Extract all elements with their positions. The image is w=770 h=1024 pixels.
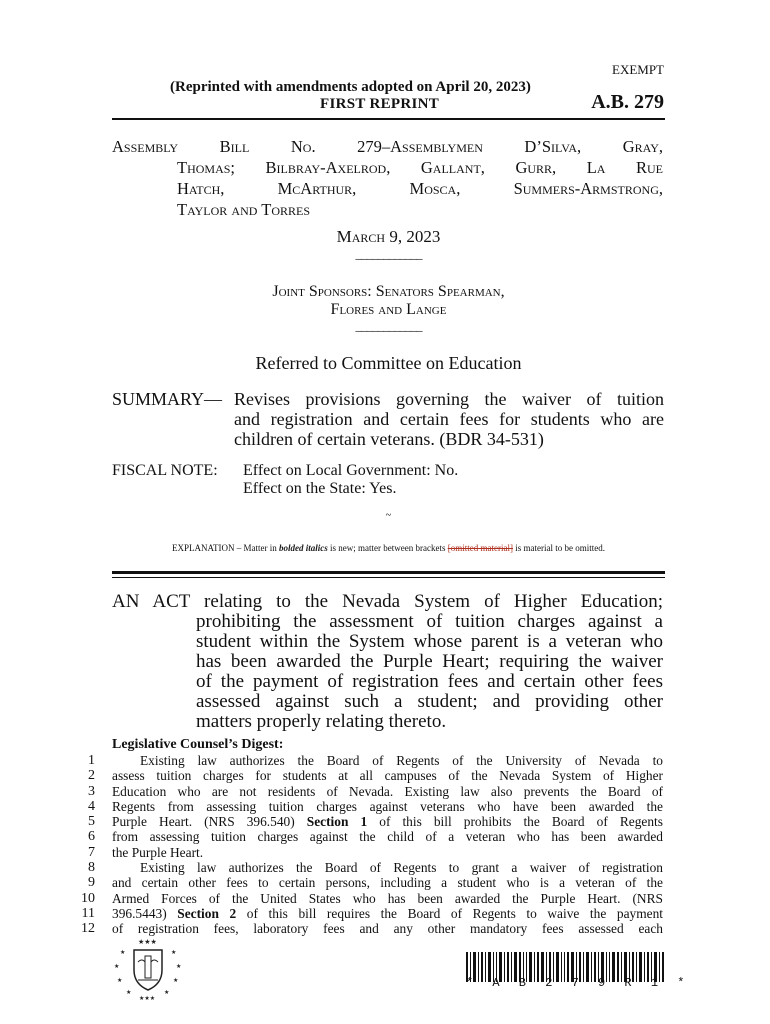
summary-label: SUMMARY— bbox=[112, 389, 223, 409]
committee-referral: Referred to Committee on Education bbox=[255, 353, 522, 373]
act-title bbox=[112, 592, 663, 732]
exempt-label: EXEMPT bbox=[612, 62, 664, 77]
line-number: 7 bbox=[88, 844, 95, 860]
digest-line: assess tuition charges for students at all campuses of the Nevada System of Higher bbox=[112, 768, 663, 784]
digest-body bbox=[112, 753, 663, 937]
digest-text: of this bill requires the Board of Regents to waive the payment bbox=[236, 905, 663, 921]
explanation-bold-italic: bolded italics bbox=[279, 543, 328, 553]
digest-text: of this bill prohibits the Board of Regents bbox=[367, 814, 663, 830]
act-line-6: assessed against such a student; and providing other bbox=[196, 691, 663, 712]
separator-1: ____________ bbox=[355, 246, 422, 261]
svg-text:★: ★ bbox=[114, 963, 120, 970]
digest-text: 396.5443) bbox=[112, 905, 178, 921]
line-number: 12 bbox=[81, 921, 95, 937]
digest-line: Existing law authorizes the Board of Regents to grant a waiver of registration bbox=[140, 860, 663, 876]
separator-2: ____________ bbox=[355, 318, 422, 333]
nevada-seal-icon bbox=[112, 936, 184, 1000]
reprint-note: (Reprinted with amendments adopted on April 20, 2023) bbox=[170, 79, 531, 95]
sponsors-line-3: Hatch, McArthur, Mosca, Summers-Armstrong, bbox=[177, 179, 663, 198]
fiscal-note-label: FISCAL NOTE: bbox=[112, 462, 218, 479]
summary-line-2: and registration and certain fees for students who are bbox=[234, 409, 664, 429]
barcode-text: * A B 2 7 9 R 1 * bbox=[466, 976, 691, 990]
explanation-note bbox=[112, 543, 665, 553]
svg-text:★★★: ★★★ bbox=[138, 938, 157, 946]
digest-line: Education who are not residents of Nevada. Existing law also prevents the Board of bbox=[112, 783, 663, 799]
line-number: 1 bbox=[88, 753, 95, 768]
line-number: 10 bbox=[81, 890, 95, 906]
act-line-3: student within the System whose parent is a veteran who bbox=[196, 631, 663, 652]
summary-text bbox=[234, 389, 664, 449]
joint-sponsors-line-2: Flores and Lange bbox=[330, 301, 447, 318]
line-number: 3 bbox=[88, 783, 95, 799]
digest-line bbox=[112, 906, 663, 921]
digest-line: Existing law authorizes the Board of Regents of the University of Nevada to bbox=[140, 753, 663, 768]
sponsors-line-4: Taylor and Torres bbox=[177, 200, 311, 219]
digest-text: Purple Heart. (NRS 396.540) bbox=[112, 814, 307, 830]
summary-line-3: children of certain veterans. (BDR 34-531) bbox=[234, 429, 544, 449]
explanation-middle: is new; matter between brackets bbox=[327, 543, 448, 553]
digest-line: of registration fees, laboratory fees and any other mandatory fees assessed each bbox=[112, 921, 663, 937]
summary-section bbox=[112, 389, 664, 449]
svg-text:★: ★ bbox=[171, 949, 177, 956]
svg-text:★: ★ bbox=[173, 977, 179, 984]
bill-number: A.B. 279 bbox=[591, 91, 664, 113]
svg-text:★: ★ bbox=[117, 977, 123, 984]
explanation-suffix: is material to be omitted. bbox=[512, 543, 605, 553]
explanation-prefix: EXPLANATION – Matter in bbox=[172, 543, 280, 553]
line-number: 5 bbox=[88, 814, 95, 830]
fiscal-state: Effect on the State: Yes. bbox=[243, 480, 397, 497]
digest-line: from assessing tuition charges against the child of a veteran who has been awarded bbox=[112, 829, 663, 845]
svg-text:★★★: ★★★ bbox=[139, 995, 156, 1000]
joint-sponsors-line-1: Joint Sponsors: Senators Spearman, bbox=[272, 283, 505, 300]
fiscal-note bbox=[112, 462, 458, 498]
line-number: 9 bbox=[88, 875, 95, 891]
section-divider-thin bbox=[112, 577, 665, 578]
explanation-omitted: [omitted material] bbox=[447, 543, 513, 553]
section-ref-1: Section 1 bbox=[306, 814, 368, 830]
tilde-mark: ~ bbox=[385, 510, 392, 521]
bill-date: March 9, 2023 bbox=[336, 227, 441, 246]
line-number: 4 bbox=[88, 798, 95, 814]
line-numbers bbox=[75, 753, 95, 937]
summary-line-1: Revises provisions governing the waiver of tuition bbox=[234, 389, 664, 409]
line-number: 8 bbox=[88, 860, 95, 876]
sponsors-line-1: Assembly Bill No. 279–Assemblymen D’Silva, Gray, bbox=[112, 137, 663, 156]
svg-text:★: ★ bbox=[120, 949, 126, 956]
digest-title: Legislative Counsel’s Digest: bbox=[112, 737, 284, 752]
first-reprint-label: FIRST REPRINT bbox=[320, 96, 440, 112]
section-divider-thick bbox=[112, 571, 665, 574]
act-line-5: of the payment of registration fees and certain other fees bbox=[196, 671, 663, 692]
svg-text:★: ★ bbox=[164, 989, 170, 996]
digest-line: Regents from assessing tuition charges against veterans who have been awarded the bbox=[112, 798, 663, 814]
digest-line: Armed Forces of the United States who has been awarded the Purple Heart. (NRS bbox=[112, 890, 663, 906]
sponsors-line-2: Thomas; Bilbray-Axelrod, Gallant, Gurr, La Rue bbox=[177, 158, 663, 177]
svg-text:★: ★ bbox=[126, 989, 132, 996]
bill-sponsors bbox=[112, 136, 663, 220]
digest-line bbox=[112, 814, 663, 829]
fiscal-local: Effect on Local Government: No. bbox=[243, 462, 459, 479]
act-line-1: AN ACT relating to the Nevada System of Higher Education; bbox=[112, 591, 663, 612]
digest-line: and certain other fees to certain persons, including a student who is a veteran of the bbox=[112, 875, 663, 891]
act-line-7: matters properly relating thereto. bbox=[196, 711, 447, 732]
act-line-4: has been awarded the Purple Heart; requiring the waiver bbox=[196, 651, 663, 672]
line-number: 11 bbox=[81, 905, 95, 921]
line-number: 6 bbox=[88, 829, 95, 845]
header-divider bbox=[112, 118, 665, 120]
digest-line: the Purple Heart. bbox=[112, 844, 204, 860]
svg-text:★: ★ bbox=[176, 963, 182, 970]
line-number: 2 bbox=[88, 768, 95, 784]
act-line-2: prohibiting the assessment of tuition charges against a bbox=[196, 611, 663, 632]
section-ref-2: Section 2 bbox=[177, 905, 237, 921]
